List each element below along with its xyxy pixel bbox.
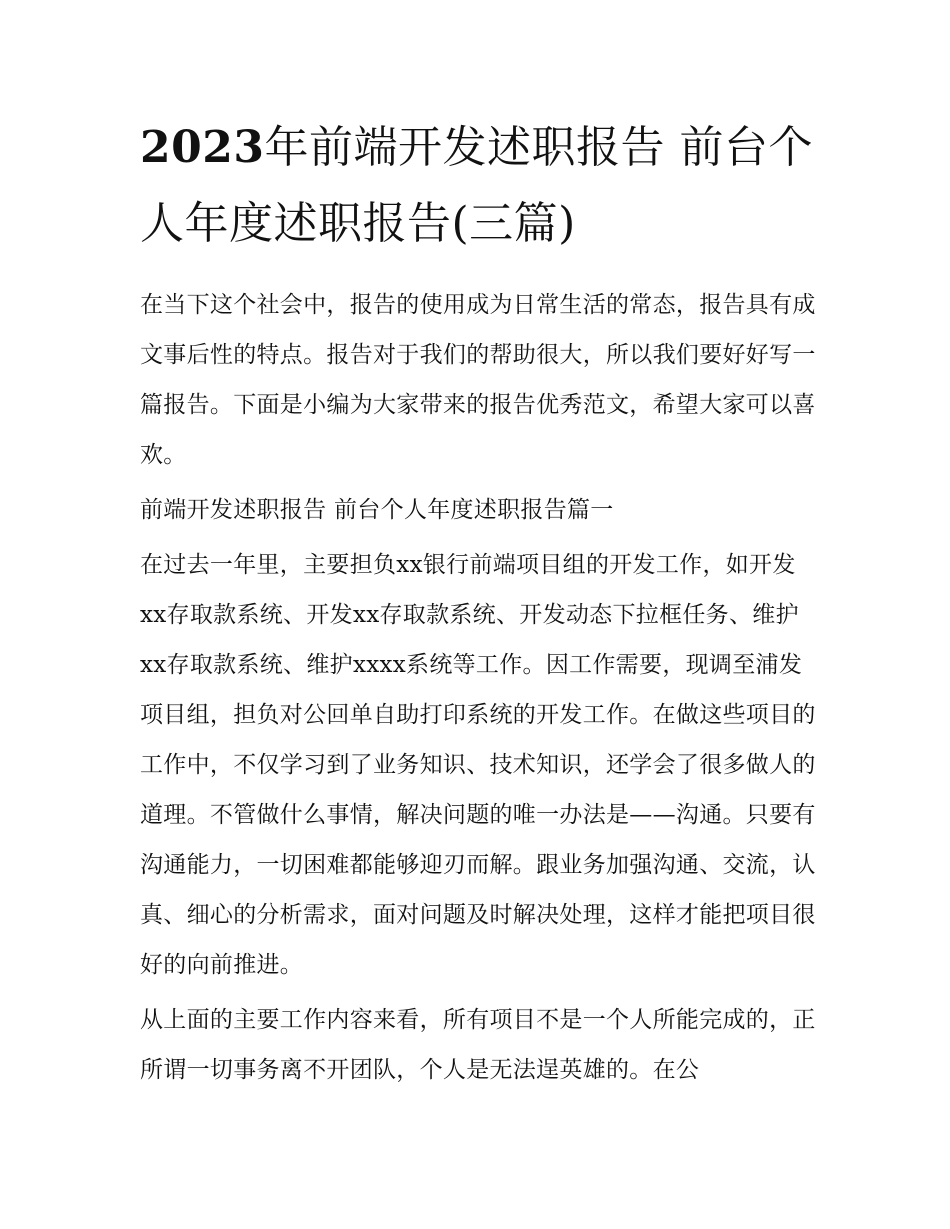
title-year: 2023	[140, 122, 265, 173]
document-title	[140, 110, 820, 262]
document-body	[140, 110, 820, 1100]
section-heading: 前端开发述职报告 前台个人年度述职报告篇一	[140, 497, 614, 523]
intro-paragraph: 在当下这个社会中，报告的使用成为日常生活的常态，报告具有成文事后性的特点。报告对于我们的帮助很大，所以我们要好好写一篇报告。下面是小编为大家带来的报告优秀范文，希望大家可以喜欢。	[140, 292, 816, 468]
body-paragraph: 在过去一年里，主要担负xx银行前端项目组的开发工作，如开发xx存取款系统、开发xx存取款系统、开发动态下拉框任务、维护xx存取款系统、维护xxxx系统等工作。因工作需要，现调至浦发项目组，担负对公回单自助打印系统的开发工作。在做这些项目的工作中，不仅学习到了业务知识、技术知识，还学会了很多做人的道理。不管做什么事情，解决问题的唯一办法是——沟通。只要有沟通能力，一切困难都能够迎刃而解。跟业务加强沟通、交流，认真、细心的分析需求，面对问题及时解决处理，这样才能把项目很好的向前推进。	[140, 552, 816, 978]
body-paragraph: 从上面的主要工作内容来看，所有项目不是一个人所能完成的，正所谓一切事务离不开团队，个人是无法逞英雄的。在公	[140, 1007, 816, 1083]
title-text: 年前端开发述职报告 前台个人年度述职报告(三篇)	[140, 122, 813, 249]
